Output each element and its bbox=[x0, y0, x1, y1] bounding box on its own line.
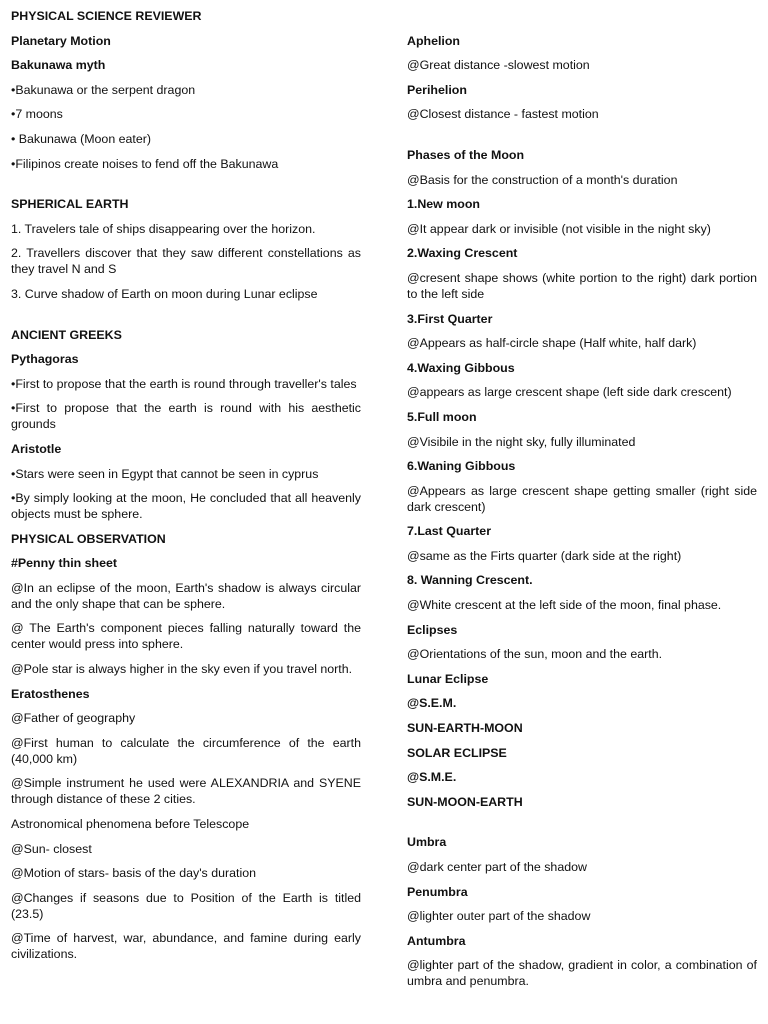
heading: 4.Waxing Gibbous bbox=[407, 360, 515, 375]
paragraph: @Visibile in the night sky, fully illuminated bbox=[407, 434, 636, 449]
paragraph: @cresent shape shows (white portion to the right) dark portion to the left side bbox=[407, 270, 757, 301]
paragraph: @appears as large crescent shape (left side dark crescent) bbox=[407, 385, 732, 400]
heading: Eclipses bbox=[407, 622, 458, 637]
heading: #Penny thin sheet bbox=[11, 556, 118, 571]
section-gap bbox=[11, 311, 361, 327]
paragraph: •Filipinos create noises to fend off the Bakunawa bbox=[11, 156, 279, 171]
paragraph: @dark center part of the shadow bbox=[407, 860, 587, 874]
heading: 1.New moon bbox=[407, 197, 480, 212]
paragraph: @lighter outer part of the shadow bbox=[407, 909, 591, 924]
right-column bbox=[407, 8, 757, 998]
heading: Perihelion bbox=[407, 82, 467, 97]
paragraph: •By simply looking at the moon, He concluded that all heavenly objects must be sphere. bbox=[11, 491, 361, 522]
paragraph: @Father of geography bbox=[11, 711, 136, 726]
heading: Antumbra bbox=[407, 933, 466, 948]
heading: Umbra bbox=[407, 835, 447, 850]
paragraph: •7 moons bbox=[11, 107, 63, 122]
column-top-spacer bbox=[407, 8, 757, 33]
paragraph: @Changes if seasons due to Position of the Earth is titled (23.5) bbox=[11, 890, 361, 921]
paragraph: @Sun- closest bbox=[11, 841, 92, 856]
paragraph: @Closest distance - fastest motion bbox=[407, 107, 599, 122]
heading: SOLAR ECLIPSE bbox=[407, 745, 507, 760]
paragraph: @Appears as large crescent shape getting smaller (right side dark crescent) bbox=[407, 483, 757, 514]
paragraph: •Stars were seen in Egypt that cannot be seen in cyprus bbox=[11, 466, 319, 481]
heading: @S.E.M. bbox=[407, 696, 457, 711]
heading: 3.First Quarter bbox=[407, 311, 493, 326]
heading: PHYSICAL OBSERVATION bbox=[11, 531, 166, 546]
paragraph: 2. Travellers discover that they saw different constellations as they travel N and S bbox=[11, 246, 361, 277]
paragraph: @Time of harvest, war, abundance, and famine during early civilizations. bbox=[11, 931, 361, 962]
heading: Aphelion bbox=[407, 33, 460, 48]
paragraph: •Bakunawa or the serpent dragon bbox=[11, 82, 196, 97]
heading: SPHERICAL EARTH bbox=[11, 197, 129, 212]
paragraph: @Orientations of the sun, moon and the earth. bbox=[407, 647, 663, 662]
heading: Bakunawa myth bbox=[11, 58, 106, 73]
heading: Phases of the Moon bbox=[407, 147, 525, 162]
paragraph: @Pole star is always higher in the sky even if you travel north. bbox=[11, 662, 353, 677]
heading: ANCIENT GREEKS bbox=[11, 327, 122, 342]
section-gap bbox=[11, 180, 361, 196]
paragraph: @Appears as half-circle shape (Half white, half dark) bbox=[407, 336, 697, 351]
paragraph: Astronomical phenomena before Telescope bbox=[11, 817, 250, 832]
heading: 5.Full moon bbox=[407, 409, 477, 424]
paragraph: @First human to calculate the circumference of the earth (40,000 km) bbox=[11, 735, 361, 766]
heading: Penumbra bbox=[407, 884, 468, 899]
paragraph: • Bakunawa (Moon eater) bbox=[11, 131, 152, 146]
paragraph: @Basis for the construction of a month's duration bbox=[407, 172, 678, 187]
paragraph: 1. Travelers tale of ships disappearing over the horizon. bbox=[11, 221, 316, 236]
left-column bbox=[11, 8, 361, 971]
heading: Planetary Motion bbox=[11, 33, 111, 48]
paragraph: •First to propose that the earth is round through traveller's tales bbox=[11, 376, 357, 391]
heading: 7.Last Quarter bbox=[407, 524, 492, 539]
section-gap bbox=[407, 131, 757, 147]
heading: PHYSICAL SCIENCE REVIEWER bbox=[11, 9, 202, 23]
paragraph: @same as the Firts quarter (dark side at the right) bbox=[407, 548, 682, 563]
paragraph: @In an eclipse of the moon, Earth's shadow is always circular and the only shape that can be sphere. bbox=[11, 580, 361, 611]
paragraph: @White crescent at the left side of the moon, final phase. bbox=[407, 598, 722, 613]
heading: @S.M.E. bbox=[407, 770, 457, 785]
paragraph: @It appear dark or invisible (not visible in the night sky) bbox=[407, 221, 711, 236]
section-gap bbox=[407, 818, 757, 834]
heading: Lunar Eclipse bbox=[407, 671, 489, 686]
heading: SUN-MOON-EARTH bbox=[407, 794, 523, 809]
paragraph: 3. Curve shadow of Earth on moon during Lunar eclipse bbox=[11, 286, 318, 301]
paragraph: @Motion of stars- basis of the day's duration bbox=[11, 866, 256, 881]
heading: Aristotle bbox=[11, 441, 62, 456]
paragraph: @Simple instrument he used were ALEXANDRIA and SYENE through distance of these 2 cities. bbox=[11, 776, 361, 807]
heading: 2.Waxing Crescent bbox=[407, 246, 518, 261]
heading: SUN-EARTH-MOON bbox=[407, 721, 523, 736]
heading: Eratosthenes bbox=[11, 686, 90, 701]
paragraph: @ The Earth's component pieces falling naturally toward the center would press into sphere. bbox=[11, 621, 361, 652]
paragraph: @Great distance -slowest motion bbox=[407, 58, 590, 73]
heading: 8. Wanning Crescent. bbox=[407, 573, 533, 588]
heading: Pythagoras bbox=[11, 352, 79, 367]
heading: 6.Waning Gibbous bbox=[407, 459, 516, 474]
paragraph: •First to propose that the earth is round with his aesthetic grounds bbox=[11, 401, 361, 432]
paragraph: @lighter part of the shadow, gradient in color, a combination of umbra and penumbra. bbox=[407, 958, 757, 989]
